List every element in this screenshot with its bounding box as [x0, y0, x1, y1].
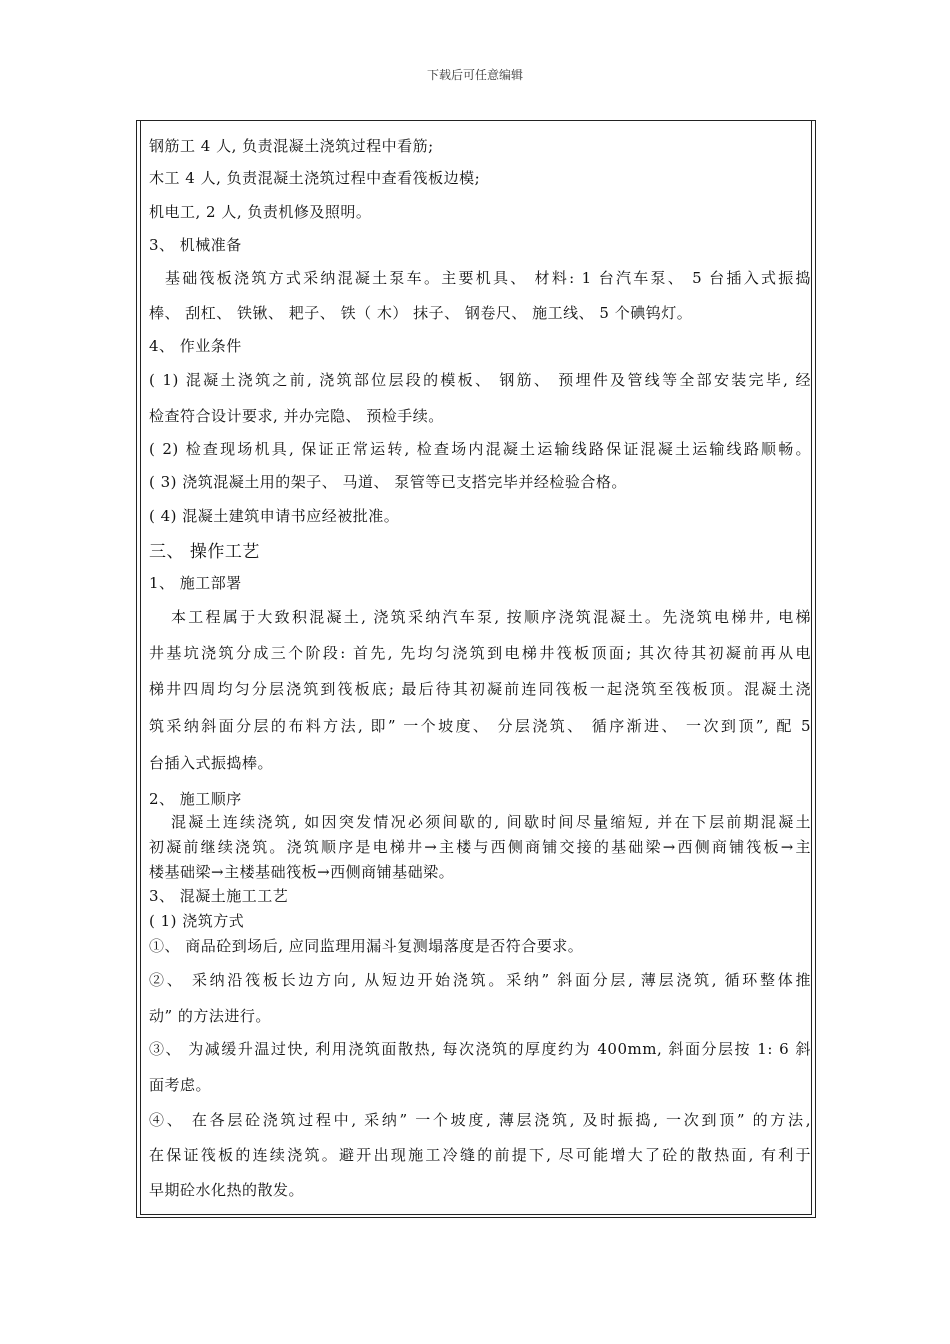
document-table-frame [136, 120, 816, 1218]
body-text-line: 井基坑浇筑分成三个阶段: 首先, 先均匀浇筑到电梯井筏板顶面; 其次待其初凝前再从电 [149, 644, 811, 662]
body-text-line: 木工 4 人, 负责混凝土浇筑过程中查看筏板边模; [149, 169, 481, 187]
body-text-line: 面考虑。 [149, 1076, 212, 1094]
body-text-line: ①、 商品砼到场后, 应同监理用漏斗复测塌落度是否符合要求。 [149, 937, 584, 955]
body-text-line: 本工程属于大致积混凝土, 浇筑采纳汽车泵, 按顺序浇筑混凝土。先浇筑电梯井, 电梯 [171, 608, 811, 626]
body-text-line: 1、 施工部署 [149, 574, 242, 592]
body-text-line: 台插入式振捣棒。 [149, 754, 274, 772]
body-text-line: 在保证筏板的连续浇筑。避开出现施工冷缝的前提下, 尽可能增大了砼的散热面, 有利于 [149, 1146, 811, 1164]
body-text-line: 机电工, 2 人, 负责机修及照明。 [149, 203, 372, 221]
body-text-line: 初凝前继续浇筑。浇筑顺序是电梯井→主楼与西侧商铺交接的基础梁→西侧商铺筏板→主 [149, 838, 811, 856]
body-text-line: 4、 作业条件 [149, 337, 242, 355]
body-text-line: 梯井四周均匀分层浇筑到筏板底; 最后待其初凝前连同筏板一起浇筑至筏板顶。混凝土浇 [149, 680, 811, 698]
body-text-line: 钢筋工 4 人, 负责混凝土浇筑过程中看筋; [149, 137, 434, 155]
body-text-line: 楼基础梁→主楼基础筏板→西侧商铺基础梁。 [149, 863, 455, 881]
body-text-line: ④、 在各层砼浇筑过程中, 采纳” 一个坡度, 薄层浇筑, 及时振捣, 一次到顶” 的方法, [149, 1111, 811, 1129]
body-text-line: 检查符合设计要求, 并办完隐、 预检手续。 [149, 407, 444, 425]
body-text-line: 3、 机械准备 [149, 236, 242, 254]
body-text-line: 混凝土连续浇筑, 如因突发情况必须间歇的, 间歇时间尽量缩短, 并在下层前期混凝土 [171, 813, 811, 831]
body-text-line: ③、 为减缓升温过快, 利用浇筑面散热, 每次浇筑的厚度约为 400mm, 斜面分层按 1: 6 斜 [149, 1040, 811, 1058]
body-text-line: ( 1) 浇筑方式 [149, 912, 245, 930]
body-text-line: 棒、 刮杠、 铁锹、 耙子、 铁（ 木） 抹子、 钢卷尺、 施工线、 5 个碘钨灯。 [149, 304, 693, 322]
body-text-line: 三、 操作工艺 [149, 542, 260, 562]
body-text-line: 2、 施工顺序 [149, 790, 242, 808]
body-text-line: 基础筏板浇筑方式采纳混凝土泵车。主要机具、 材料: 1 台汽车泵、 5 台插入式振捣 [165, 269, 811, 287]
page-header-note: 下载后可任意编辑 [426, 68, 523, 82]
body-text-line: 动” 的方法进行。 [149, 1007, 271, 1025]
body-text-line: ( 3) 浇筑混凝土用的架子、 马道、 泵管等已支搭完毕并经检验合格。 [149, 473, 627, 491]
body-text-line: ( 2) 检查现场机具, 保证正常运转, 检查场内混凝土运输线路保证混凝土运输线路顺畅。 [149, 440, 811, 458]
body-text-line: 筑采纳斜面分层的布料方法, 即” 一个坡度、 分层浇筑、 循序渐进、 一次到顶”, 配 5 [149, 717, 811, 735]
document-table-cell [140, 121, 812, 1215]
body-text-line: ②、 采纳沿筏板长边方向, 从短边开始浇筑。采纳” 斜面分层, 薄层浇筑, 循环整体推 [149, 971, 811, 989]
body-text-line: 早期砼水化热的散发。 [149, 1181, 305, 1199]
body-text-line: ( 4) 混凝土建筑申请书应经被批准。 [149, 507, 400, 525]
body-text-line: 3、 混凝土施工工艺 [149, 887, 289, 905]
body-text-line: ( 1) 混凝土浇筑之前, 浇筑部位层段的模板、 钢筋、 预埋件及管线等全部安装完毕, 经 [149, 371, 811, 389]
